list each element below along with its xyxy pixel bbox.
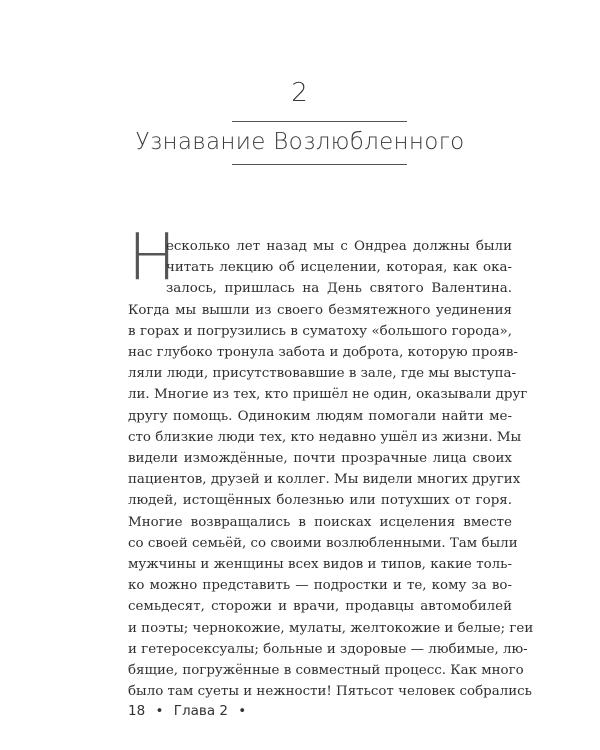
text-line: и поэты; чернокожие, мулаты, желтокожие и белые; геи: [128, 620, 534, 636]
text-line: нас глубоко тронула забота и доброта, которую прояв-: [128, 345, 518, 361]
footer-bullet: •: [238, 703, 247, 719]
page-number: 18: [128, 703, 146, 719]
text-line: ляли люди, присутствовавшие в зале, где мы выступа-: [128, 366, 517, 382]
text-line: залось, пришлась на День святого Валентина.: [166, 281, 512, 297]
text-line: есколько лет назад мы с Ондреа должны были: [166, 239, 512, 254]
title-rule-top: [232, 121, 407, 122]
text-line: сто близкие люди тех, кто недавно ушёл из жизни. Мы: [128, 429, 522, 445]
chapter-title: Узнавание Возлюбленного: [135, 129, 465, 155]
text-line: в горах и погрузились в суматоху «большого города»,: [128, 323, 512, 339]
text-line: Когда мы вышли из своего безмятежного уединения: [128, 302, 512, 318]
text-line: ли. Многие из тех, кто пришёл не один, оказывали друг: [128, 387, 528, 403]
text-line: людей, истощённых болезнью или потухших от горя.: [128, 493, 512, 509]
text-line: читать лекцию об исцелении, которая, как ока-: [166, 260, 512, 276]
text-line: ко можно представить — подростки и те, кому за во-: [128, 578, 512, 594]
text-line: мужчины и женщины всех видов и типов, какие толь-: [128, 557, 512, 573]
body-text: [128, 236, 534, 702]
page-footer: [128, 703, 252, 719]
footer-bullet: •: [155, 703, 164, 719]
text-line: и гетеросексуалы; больные и здоровые — любимые, лю-: [128, 641, 528, 657]
drop-cap: Н: [128, 221, 177, 295]
text-line: со своей семьёй, со своими возлюбленными. Там были: [128, 535, 518, 551]
text-line: другу помощь. Одиноким людям помогали найти ме-: [128, 408, 512, 424]
text-line: семьдесят, сторожи и врачи, продавцы автомобилей: [128, 599, 512, 615]
chapter-number: 2: [291, 78, 309, 108]
text-line: Многие возвращались в поисках исцеления вместе: [128, 514, 512, 530]
title-rule-bottom: [232, 164, 407, 165]
footer-chapter-label: Глава 2: [173, 703, 228, 719]
text-line: пациентов, друзей и коллег. Мы видели многих других: [128, 472, 521, 488]
text-line: бящие, погружённые в совместный процесс. Как много: [128, 663, 524, 679]
text-line: было там суеты и нежности! Пятьсот человек собрались: [128, 684, 532, 700]
text-line: видели измождённые, почти прозрачные лица своих: [128, 451, 512, 467]
